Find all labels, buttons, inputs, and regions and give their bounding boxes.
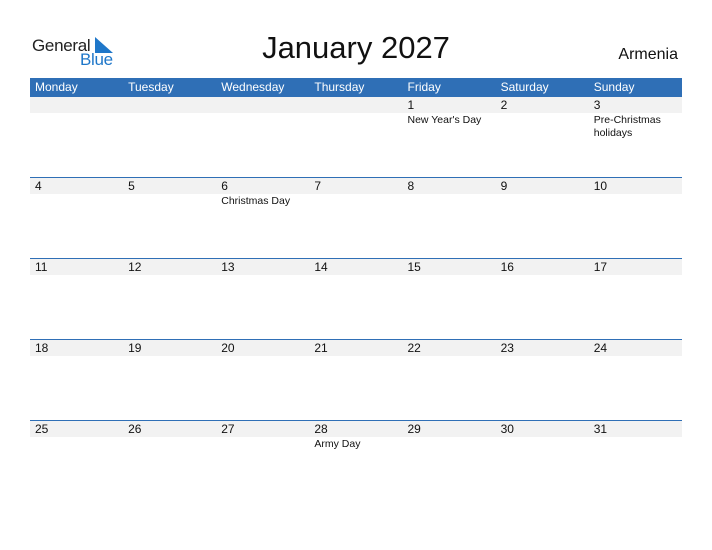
day-number: 15 (403, 259, 496, 275)
holiday-label: Pre-Christmas holidays (593, 114, 661, 139)
day-number (216, 97, 309, 113)
holiday-label: New Year's Day (407, 114, 482, 126)
day-cell (30, 259, 123, 339)
day-cell (309, 178, 402, 258)
day-number: 16 (496, 259, 589, 275)
page-title: January 2027 (262, 30, 450, 65)
day-cell (216, 178, 309, 258)
day-cell (123, 340, 216, 420)
day-number: 1 (403, 97, 496, 113)
day-number (309, 97, 402, 113)
weekday-wednesday: Wednesday (221, 80, 285, 94)
day-number: 17 (589, 259, 682, 275)
day-cell (123, 178, 216, 258)
calendar-week-5 (30, 420, 682, 501)
day-number: 8 (403, 178, 496, 194)
weekday-tuesday: Tuesday (128, 80, 174, 94)
day-cell (496, 259, 589, 339)
country-label: Armenia (618, 46, 678, 63)
day-cell (216, 421, 309, 501)
day-cell (589, 421, 682, 501)
day-cell (216, 259, 309, 339)
calendar-week-4 (30, 339, 682, 420)
day-cell (30, 340, 123, 420)
day-number: 22 (403, 340, 496, 356)
day-number: 20 (216, 340, 309, 356)
day-cell (309, 259, 402, 339)
day-cell (123, 97, 216, 177)
day-number: 13 (216, 259, 309, 275)
day-cell (309, 97, 402, 177)
day-number: 28 (309, 421, 402, 437)
day-cell (403, 178, 496, 258)
holiday-label: Christmas Day (221, 195, 291, 207)
day-cell (496, 340, 589, 420)
day-cell (403, 340, 496, 420)
day-number: 25 (30, 421, 123, 437)
weekday-thursday: Thursday (314, 80, 365, 94)
day-cell (216, 97, 309, 177)
day-number: 31 (589, 421, 682, 437)
day-number: 6 (216, 178, 309, 194)
day-cell (30, 421, 123, 501)
day-cell (589, 340, 682, 420)
day-cell (216, 340, 309, 420)
day-number: 19 (123, 340, 216, 356)
day-number: 14 (309, 259, 402, 275)
logo-word-blue: Blue (80, 50, 113, 69)
day-cell (589, 259, 682, 339)
day-number (30, 97, 123, 113)
day-number: 21 (309, 340, 402, 356)
holiday-label: Army Day (314, 438, 361, 450)
weekday-saturday: Saturday (500, 80, 549, 94)
logo-word-general: General (32, 36, 91, 55)
day-number: 29 (403, 421, 496, 437)
day-number: 27 (216, 421, 309, 437)
day-cell (496, 178, 589, 258)
day-number: 4 (30, 178, 123, 194)
day-number: 11 (30, 259, 123, 275)
day-number: 5 (123, 178, 216, 194)
day-number: 3 (589, 97, 682, 113)
weekday-sunday: Sunday (593, 80, 635, 94)
day-cell (123, 421, 216, 501)
day-cell (403, 259, 496, 339)
day-number: 24 (589, 340, 682, 356)
day-cell (589, 97, 682, 177)
day-cell (30, 97, 123, 177)
day-number (123, 97, 216, 113)
day-number: 7 (309, 178, 402, 194)
day-cell (403, 421, 496, 501)
day-cell (403, 97, 496, 177)
day-cell (30, 178, 123, 258)
day-cell (496, 97, 589, 177)
day-cell (589, 178, 682, 258)
day-number: 10 (589, 178, 682, 194)
calendar-week-3 (30, 258, 682, 339)
weekday-monday: Monday (35, 80, 78, 94)
day-cell (309, 421, 402, 501)
day-cell (496, 421, 589, 501)
day-number: 26 (123, 421, 216, 437)
day-cell (309, 340, 402, 420)
day-cell (123, 259, 216, 339)
calendar-week-2 (30, 177, 682, 258)
day-number: 12 (123, 259, 216, 275)
weekday-header (30, 78, 682, 97)
day-number: 23 (496, 340, 589, 356)
day-number: 30 (496, 421, 589, 437)
calendar-week-1 (30, 97, 682, 177)
day-number: 9 (496, 178, 589, 194)
day-number: 18 (30, 340, 123, 356)
day-number: 2 (496, 97, 589, 113)
weekday-friday: Friday (407, 80, 441, 94)
